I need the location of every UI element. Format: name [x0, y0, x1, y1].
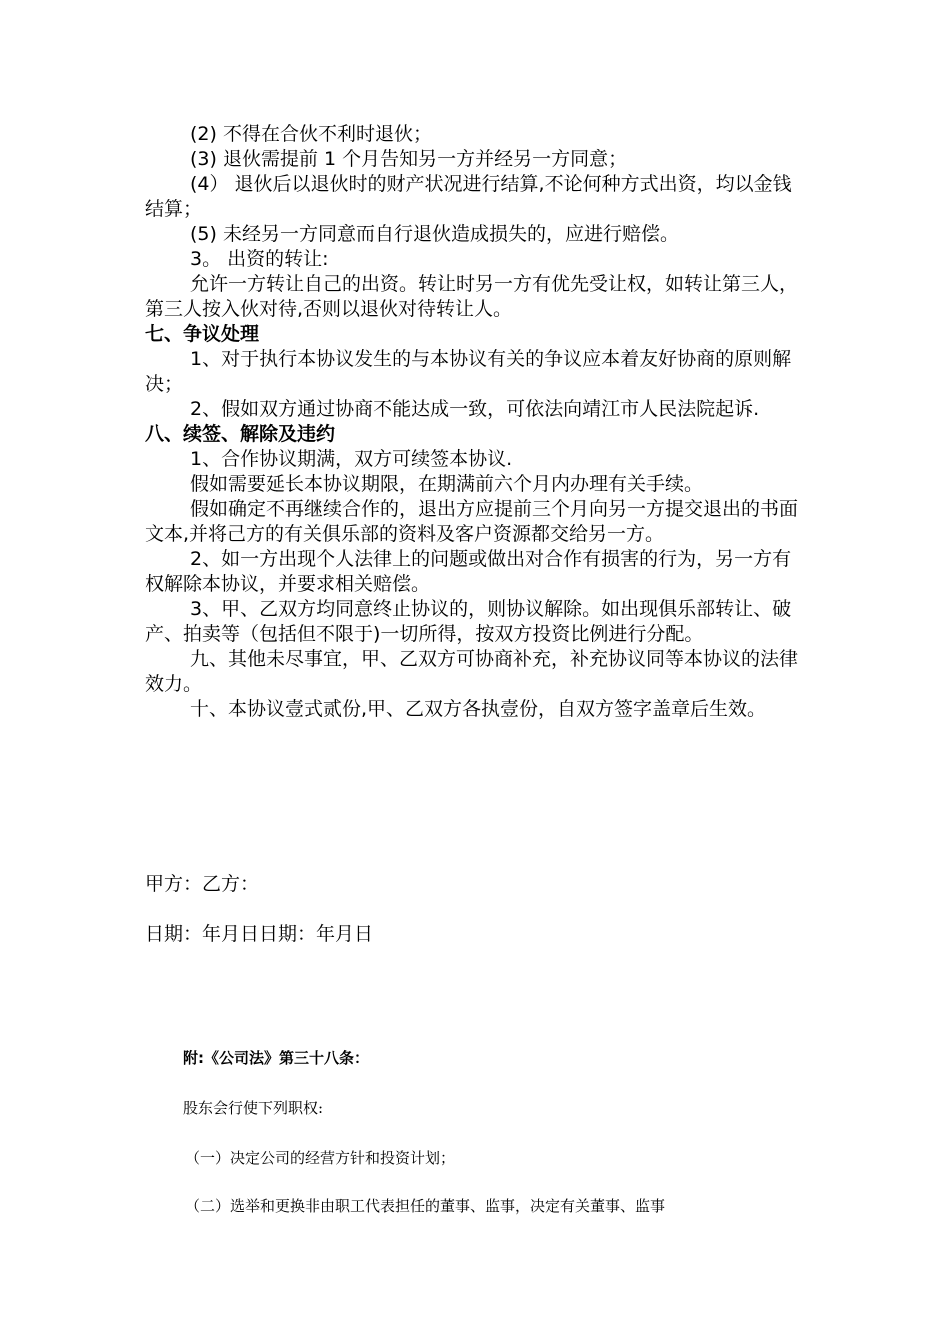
paragraph: 允许一方转让自己的出资。转让时另一方有优先受让权，如转让第三人，第三人按入伙对待,否则以退伙对待转让人。 [145, 273, 799, 320]
signature-dates: 日期：年月日日期：年月日 [145, 923, 374, 945]
paragraph: (3) 退伙需提前 1 个月告知另一方并经另一方同意； [190, 148, 628, 170]
appendix-item: （一）决定公司的经营方针和投资计划； [185, 1149, 456, 1167]
paragraph: 3。 出资的转让: [190, 248, 329, 270]
agreement-body [145, 122, 805, 722]
appendix-intro: 股东会行使下列职权: [183, 1099, 324, 1117]
paragraph: 十、本协议壹式贰份,甲、乙双方各执壹份，自双方签字盖章后生效。 [190, 698, 767, 720]
paragraph: 九、其他未尽事宜，甲、乙双方可协商补充，补充协议同等本协议的法律效力。 [145, 648, 799, 695]
paragraph: 假如需要延长本协议期限，在期满前六个月内办理有关手续。 [190, 473, 704, 495]
paragraph: 3、甲、乙双方均同意终止协议的，则协议解除。如出现俱乐部转让、破产、拍卖等（包括但不限于)一切所得，按双方投资比例进行分配。 [145, 598, 792, 645]
paragraph: (5) 未经另一方同意而自行退伙造成损失的，应进行赔偿。 [190, 223, 679, 245]
appendix-item: （二）选举和更换非由职工代表担任的董事、监事，决定有关董事、监事 [185, 1197, 666, 1215]
section-heading: 八、续签、解除及违约 [145, 423, 336, 445]
paragraph: (2) 不得在合伙不利时退伙； [190, 123, 432, 145]
paragraph: (4） 退伙后以退伙时的财产状况进行结算,不论何种方式出资，均以金钱结算； [145, 173, 792, 220]
paragraph: 1、对于执行本协议发生的与本协议有关的争议应本着友好协商的原则解决； [145, 348, 792, 395]
paragraph: 2、假如双方通过协商不能达成一致，可依法向靖江市人民法院起诉. [190, 398, 760, 420]
signature-parties: 甲方：乙方： [145, 873, 260, 895]
paragraph: 1、合作协议期满，双方可续签本协议. [190, 448, 513, 470]
section-heading: 七、争议处理 [145, 323, 260, 345]
paragraph: 假如确定不再继续合作的，退出方应提前三个月向另一方提交退出的书面文本,并将己方的有关俱乐部的资料及客户资源都交给另一方。 [145, 498, 799, 545]
paragraph: 2、如一方出现个人法律上的问题或做出对合作有损害的行为，另一方有权解除本协议，并要求相关赔偿。 [145, 548, 792, 595]
appendix-title: 附:《公司法》第三十八条： [183, 1049, 369, 1067]
